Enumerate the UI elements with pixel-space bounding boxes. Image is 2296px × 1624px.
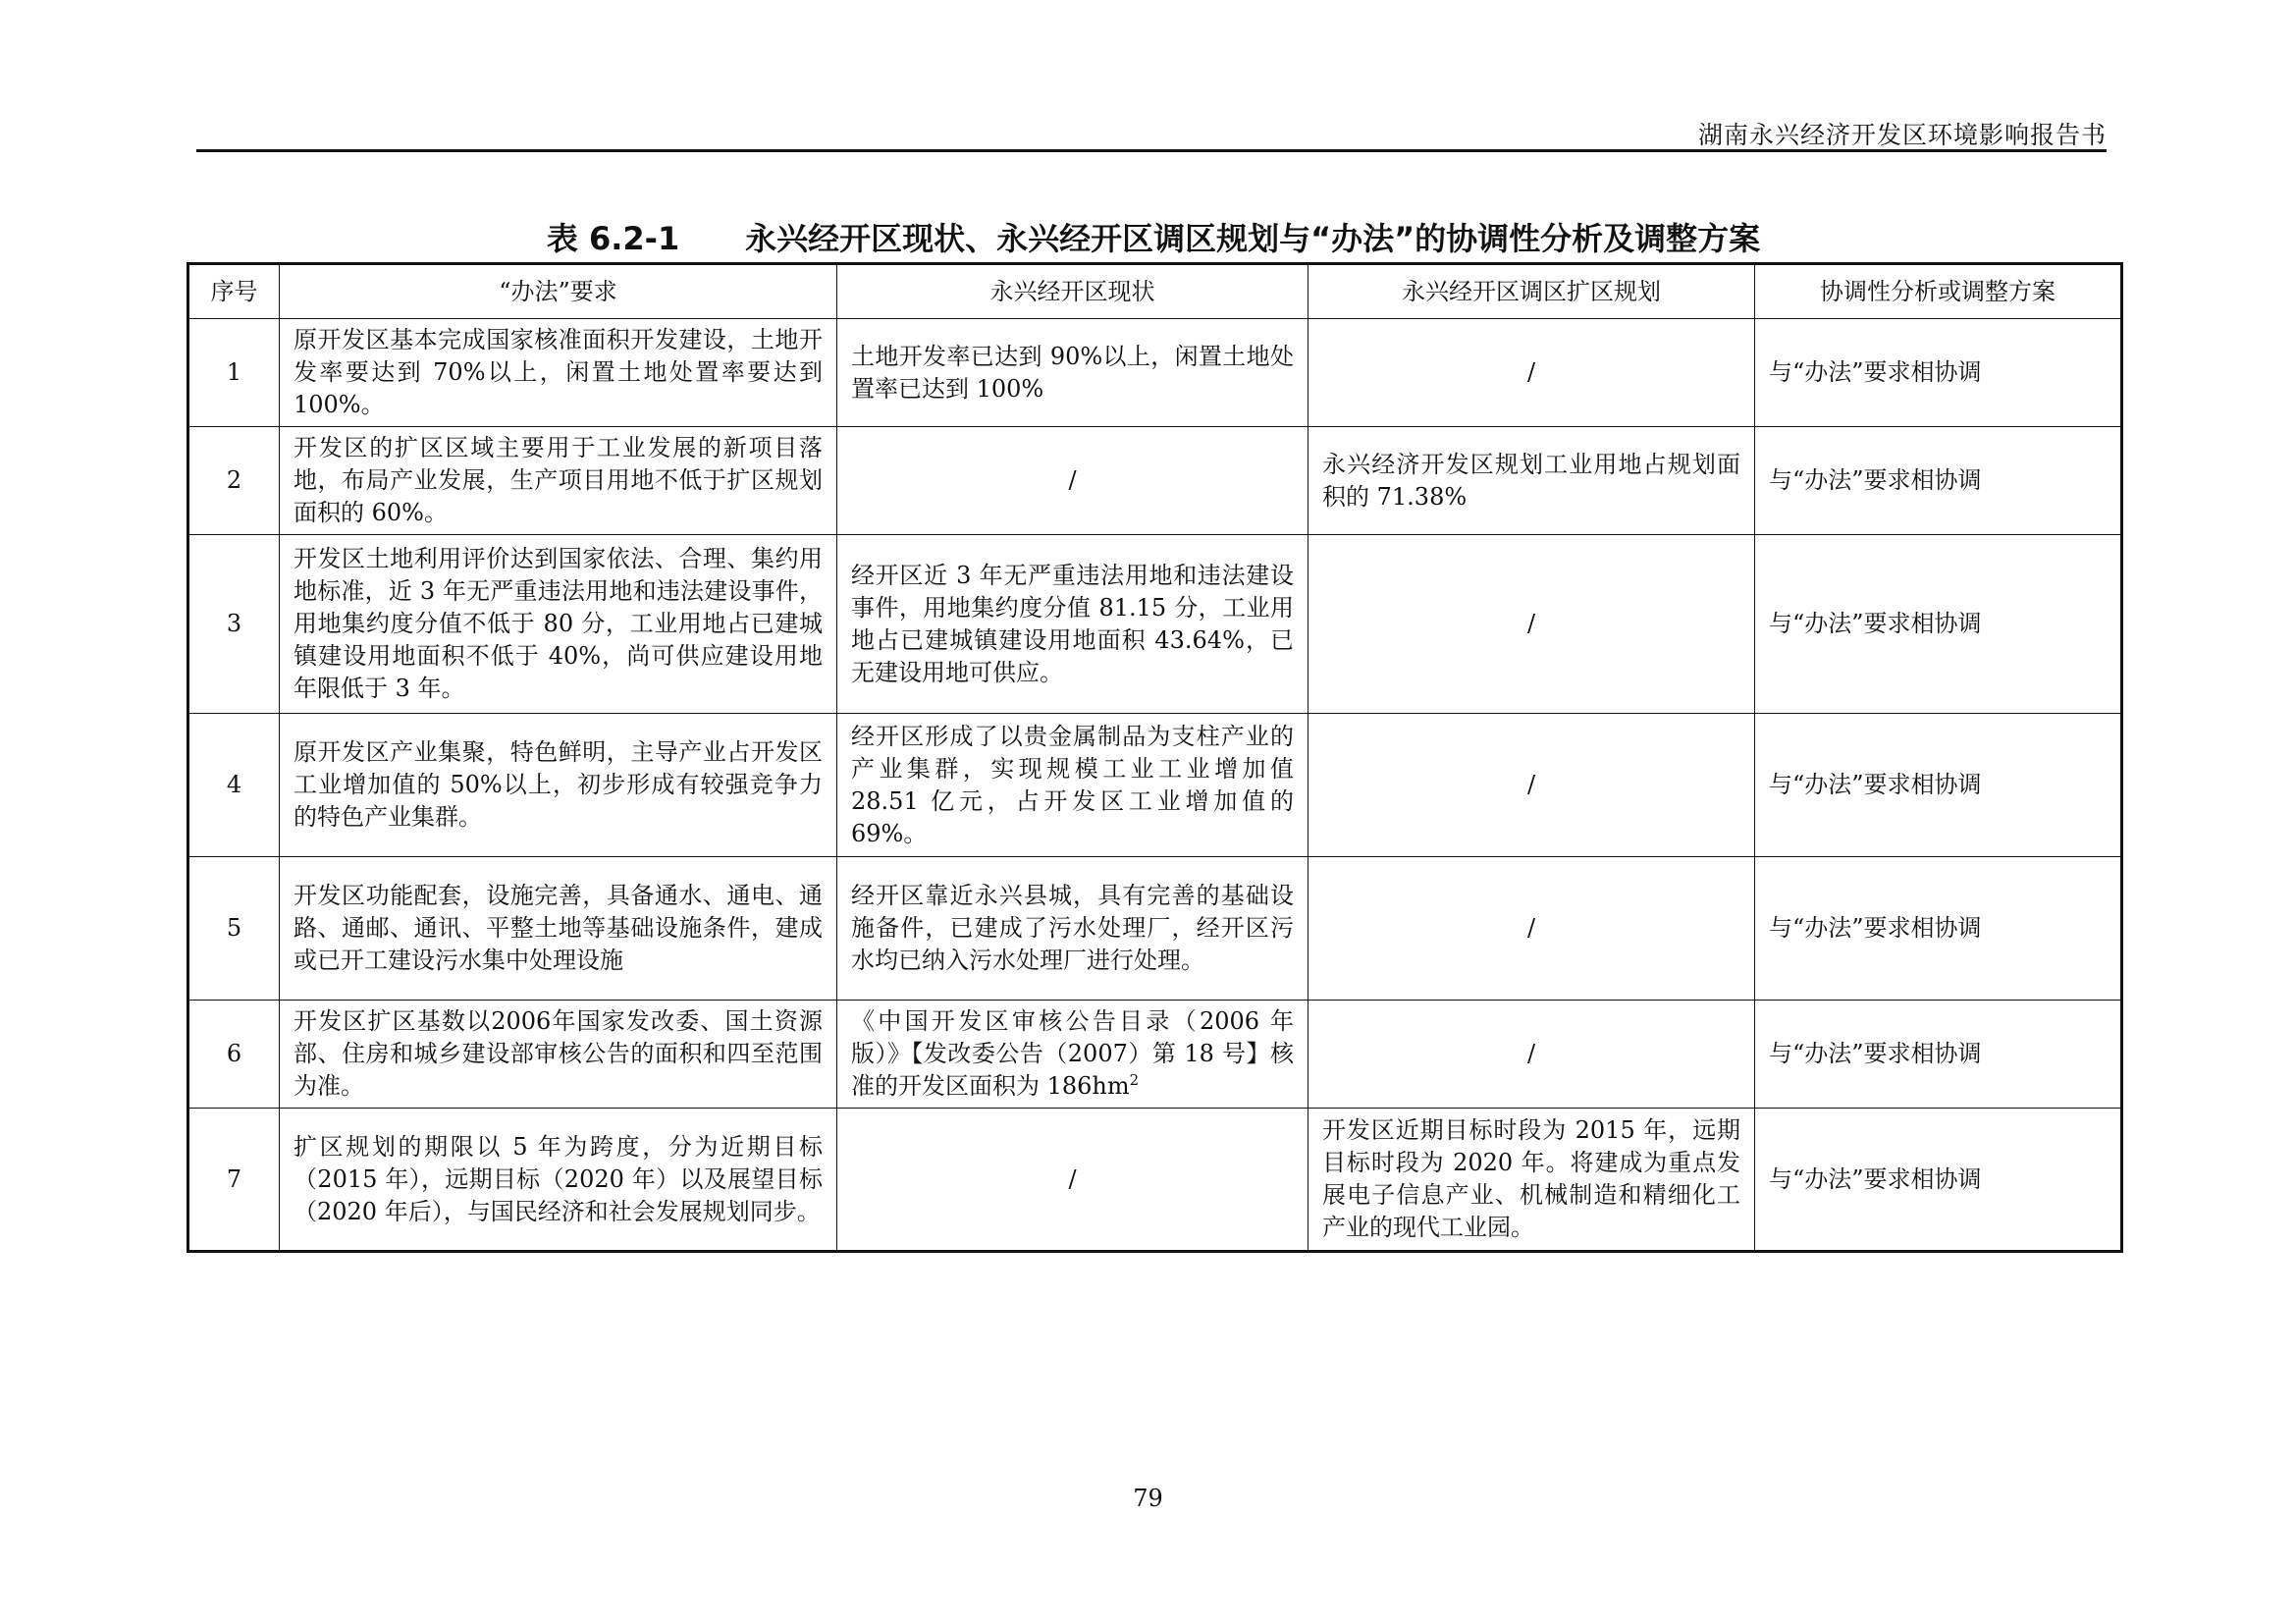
row-status — [837, 1001, 1308, 1109]
row-num: 4 — [188, 714, 280, 857]
row-num: 2 — [188, 427, 280, 535]
table-row — [188, 714, 2122, 857]
row-requirement: 开发区扩区基数以2006年国家发改委、国土资源部、住房和城乡建设部审核公告的面积和四至范围为准。 — [280, 1001, 837, 1109]
row-num: 5 — [188, 857, 280, 1001]
row-plan: / — [1308, 1001, 1755, 1109]
table-row — [188, 1109, 2122, 1252]
table-row — [188, 1001, 2122, 1109]
row-requirement: 原开发区基本完成国家核准面积开发建设，土地开发率要达到 70%以上，闲置土地处置率要达到 100%。 — [280, 319, 837, 427]
header-rule — [196, 149, 2107, 152]
row-result: 与“办法”要求相协调 — [1755, 319, 2122, 427]
row-status: / — [837, 427, 1308, 535]
row-plan: 开发区近期目标时段为 2015 年，远期目标时段为 2020 年。将建成为重点发展电子信息产业、机械制造和精细化工产业的现代工业园。 — [1308, 1109, 1755, 1252]
row-status: 土地开发率已达到 90%以上，闲置土地处置率已达到 100% — [837, 319, 1308, 427]
row-status: 经开区形成了以贵金属制品为支柱产业的产业集群，实现规模工业工业增加值 28.51 亿元，占开发区工业增加值的 69%。 — [837, 714, 1308, 857]
page-number: 79 — [1133, 1485, 1163, 1512]
table-row — [188, 319, 2122, 427]
row-requirement: 开发区的扩区区域主要用于工业发展的新项目落地，布局产业发展，生产项目用地不低于扩区规划面积的 60%。 — [280, 427, 837, 535]
row-requirement: 开发区功能配套，设施完善，具备通水、通电、通路、通邮、通讯、平整土地等基础设施条件，建成或已开工建设污水集中处理设施 — [280, 857, 837, 1001]
row-result: 与“办法”要求相协调 — [1755, 714, 2122, 857]
row-status: 经开区靠近永兴县城，具有完善的基础设施备件，已建成了污水处理厂，经开区污水均已纳入污水处理厂进行处理。 — [837, 857, 1308, 1001]
row-plan: 永兴经济开发区规划工业用地占规划面积的 71.38% — [1308, 427, 1755, 535]
row-result: 与“办法”要求相协调 — [1755, 535, 2122, 714]
row-plan: / — [1308, 857, 1755, 1001]
row-plan: / — [1308, 319, 1755, 427]
table-header-row — [188, 264, 2122, 319]
running-header: 湖南永兴经济开发区环境影响报告书 — [1697, 121, 2107, 149]
table-row — [188, 535, 2122, 714]
row-status: / — [837, 1109, 1308, 1252]
row-status: 经开区近 3 年无严重违法用地和违法建设事件，用地集约度分值 81.15 分，工业用地占已建城镇建设用地面积 43.64%，已无建设用地可供应。 — [837, 535, 1308, 714]
table-row — [188, 857, 2122, 1001]
row-result: 与“办法”要求相协调 — [1755, 1109, 2122, 1252]
superscript-2: 2 — [1129, 1071, 1140, 1089]
row-result: 与“办法”要求相协调 — [1755, 857, 2122, 1001]
coordination-table — [187, 262, 2123, 1253]
row-requirement: 原开发区产业集聚，特色鲜明，主导产业占开发区工业增加值的 50%以上，初步形成有较强竞争力的特色产业集群。 — [280, 714, 837, 857]
row-plan: / — [1308, 535, 1755, 714]
col-header-requirement: “办法”要求 — [280, 264, 837, 319]
table-title: 表 6.2-1 永兴经开区现状、永兴经开区调区规划与“办法”的协调性分析及调整方案 — [546, 220, 1761, 257]
row-num: 7 — [188, 1109, 280, 1252]
row-plan: / — [1308, 714, 1755, 857]
row-num: 3 — [188, 535, 280, 714]
row-result: 与“办法”要求相协调 — [1755, 427, 2122, 535]
col-header-plan: 永兴经开区调区扩区规划 — [1308, 264, 1755, 319]
table-row — [188, 427, 2122, 535]
col-header-result: 协调性分析或调整方案 — [1755, 264, 2122, 319]
col-header-num: 序号 — [188, 264, 280, 319]
row-num: 1 — [188, 319, 280, 427]
col-header-status: 永兴经开区现状 — [837, 264, 1308, 319]
row-result: 与“办法”要求相协调 — [1755, 1001, 2122, 1109]
row-status-text: 《中国开发区审核公告目录（2006 年版）》【发改委公告（2007）第 18 号】核准的开发区面积为 186hm — [851, 1007, 1294, 1100]
row-requirement: 扩区规划的期限以 5 年为跨度，分为近期目标（2015 年），远期目标（2020 年）以及展望目标（2020 年后），与国民经济和社会发展规划同步。 — [280, 1109, 837, 1252]
row-num: 6 — [188, 1001, 280, 1109]
row-requirement: 开发区土地利用评价达到国家依法、合理、集约用地标准，近 3 年无严重违法用地和违法建设事件，用地集约度分值不低于 80 分，工业用地占已建城镇建设用地面积不低于 40%，尚可供应建设用地年限低于 3 年。 — [280, 535, 837, 714]
